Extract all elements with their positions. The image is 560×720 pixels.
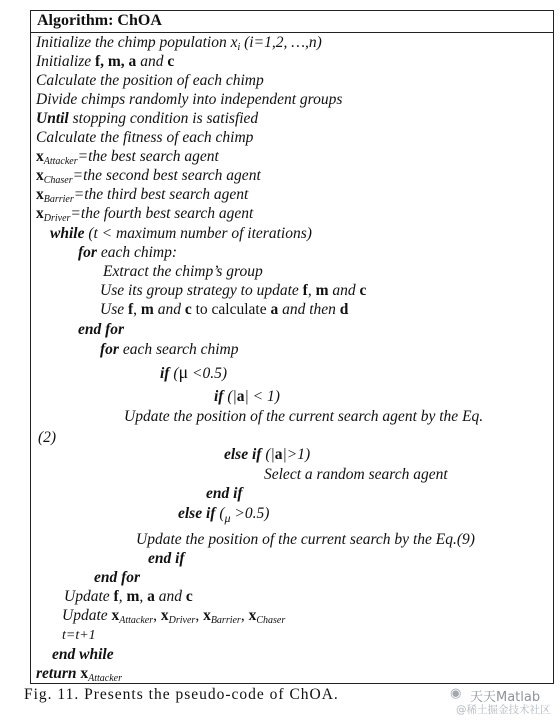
subscript: Attacker [88, 673, 122, 684]
subscript: Barrier [43, 194, 74, 205]
text: Initialize the chimp population x [36, 34, 238, 51]
keyword: if [160, 365, 170, 382]
keyword: for [78, 244, 97, 261]
text: , [153, 607, 161, 624]
line-for-each-search [100, 340, 238, 359]
line-if-a [214, 387, 280, 406]
text: (| [223, 388, 237, 405]
text: and [153, 301, 185, 318]
text: (i=1,2, …,n) [240, 34, 322, 51]
var: a [270, 301, 279, 318]
text: Use its group strategy to update [100, 282, 303, 299]
line-until [36, 109, 258, 128]
text: and [154, 588, 186, 605]
text: , [307, 282, 316, 299]
line-eq2-ref: (2) [38, 429, 57, 446]
subscript: i [237, 42, 241, 53]
line-if-mu [160, 363, 227, 383]
var: f [127, 301, 134, 318]
keyword: else if [224, 446, 262, 463]
text: (| [261, 446, 275, 463]
keyword: end if [148, 550, 185, 567]
var: x [36, 148, 44, 165]
var: m [140, 301, 154, 318]
line-return [36, 664, 122, 688]
line-end-for-1 [78, 320, 124, 339]
text: , [195, 607, 204, 624]
var: m [126, 588, 140, 605]
keyword: end while [52, 646, 114, 663]
line-calc-a-d [100, 300, 348, 319]
text: Initialize [36, 53, 95, 70]
text: Update [62, 607, 112, 624]
var: a [236, 388, 245, 405]
var: m [315, 282, 329, 299]
subscript: Attacker [119, 615, 154, 626]
wechat-icon: ◉ [450, 686, 462, 701]
text: =the best search agent [77, 148, 219, 165]
line-select-random: Select a random search agent [264, 466, 448, 483]
line-calc-position: Calculate the position of each chimp [36, 72, 264, 89]
text: and [328, 282, 360, 299]
line-else-if-a [224, 445, 310, 464]
var: a [147, 588, 155, 605]
text: =the third best search agent [73, 186, 249, 203]
text: ( [215, 505, 225, 522]
keyword: end for [78, 321, 125, 338]
var: x [36, 186, 44, 203]
line-for-each-chimp [78, 243, 177, 262]
line-init-params [36, 52, 174, 71]
line-end-if-1 [206, 484, 243, 503]
text: ( [169, 365, 179, 382]
text: , [118, 588, 127, 605]
watermark-sub: @稀土掘金技术社区 [456, 704, 551, 716]
var: c [184, 301, 192, 318]
subscript: Driver [168, 615, 196, 626]
text: each search chimp [118, 341, 239, 358]
text: (t < maximum number of iterations) [84, 225, 312, 242]
subscript: Barrier [210, 615, 241, 626]
text: , [240, 607, 249, 624]
text: Use [100, 301, 128, 318]
keyword: for [100, 341, 119, 358]
var: c [185, 588, 193, 605]
var: a [274, 446, 283, 463]
watermark-main: 天天Matlab [470, 690, 541, 705]
subscript: Chaser [256, 615, 286, 626]
text: each chimp: [96, 244, 178, 261]
var: x [80, 665, 89, 682]
line-end-while [52, 645, 114, 664]
subscript: Chaser [43, 175, 73, 186]
text: |>1) [282, 446, 311, 463]
text: and then [278, 301, 340, 318]
var: d [339, 301, 349, 318]
var: c [359, 282, 367, 299]
var: x [203, 607, 211, 624]
var: f [113, 588, 119, 605]
keyword: Until [36, 110, 69, 127]
text: >0.5) [230, 505, 270, 522]
var: x [111, 607, 120, 624]
vars: f, m, a [94, 53, 137, 70]
text: and [136, 53, 168, 70]
var: x [36, 167, 44, 184]
keyword: end if [206, 485, 243, 502]
var: f [302, 282, 308, 299]
var: x [36, 205, 44, 222]
var: x [248, 607, 257, 624]
text: =the fourth best search agent [70, 205, 254, 222]
line-update-eq2: Update the position of the current search agent by the Eq. [124, 408, 484, 425]
line-increment-t: t=t+1 [62, 628, 96, 643]
subscript: Attacker [43, 156, 78, 167]
line-else-if-mu [178, 504, 269, 528]
line-extract-group: Extract the chimp’s group [103, 263, 263, 280]
keyword: else if [178, 505, 216, 522]
var: c [167, 53, 175, 70]
line-divide-groups: Divide chimps randomly into independent groups [36, 91, 343, 108]
watermark [448, 684, 558, 718]
text: stopping condition is satisfied [68, 110, 259, 127]
var: x [160, 607, 169, 624]
algorithm-title: Algorithm: ChOA [37, 12, 162, 29]
line-while [50, 224, 312, 243]
line-update-fmac [64, 587, 193, 606]
mu-symbol: μ [178, 362, 189, 382]
text: , [133, 301, 141, 318]
text: to calculate [191, 301, 271, 318]
line-group-strategy [100, 281, 366, 300]
figure-caption: Fig. 11. Presents the pseudo-code of ChOA. [24, 686, 339, 703]
line-calc-fitness: Calculate the fitness of each chimp [36, 129, 254, 146]
line-end-if-2 [148, 549, 185, 568]
subscript: Driver [43, 213, 71, 224]
keyword: return [36, 665, 77, 682]
text: | < 1) [244, 388, 280, 405]
line-end-for-2 [94, 568, 140, 587]
text: Update [64, 588, 114, 605]
mu-symbol: μ [224, 511, 231, 525]
algorithm-header [31, 11, 553, 33]
text: <0.5) [188, 365, 228, 382]
line-update-eq9: Update the position of the current search by the Eq.(9) [136, 531, 475, 548]
text: =the second best search agent [72, 167, 261, 184]
text: , [139, 588, 148, 605]
keyword: end for [94, 569, 141, 586]
keyword: while [50, 225, 85, 242]
keyword: if [214, 388, 224, 405]
